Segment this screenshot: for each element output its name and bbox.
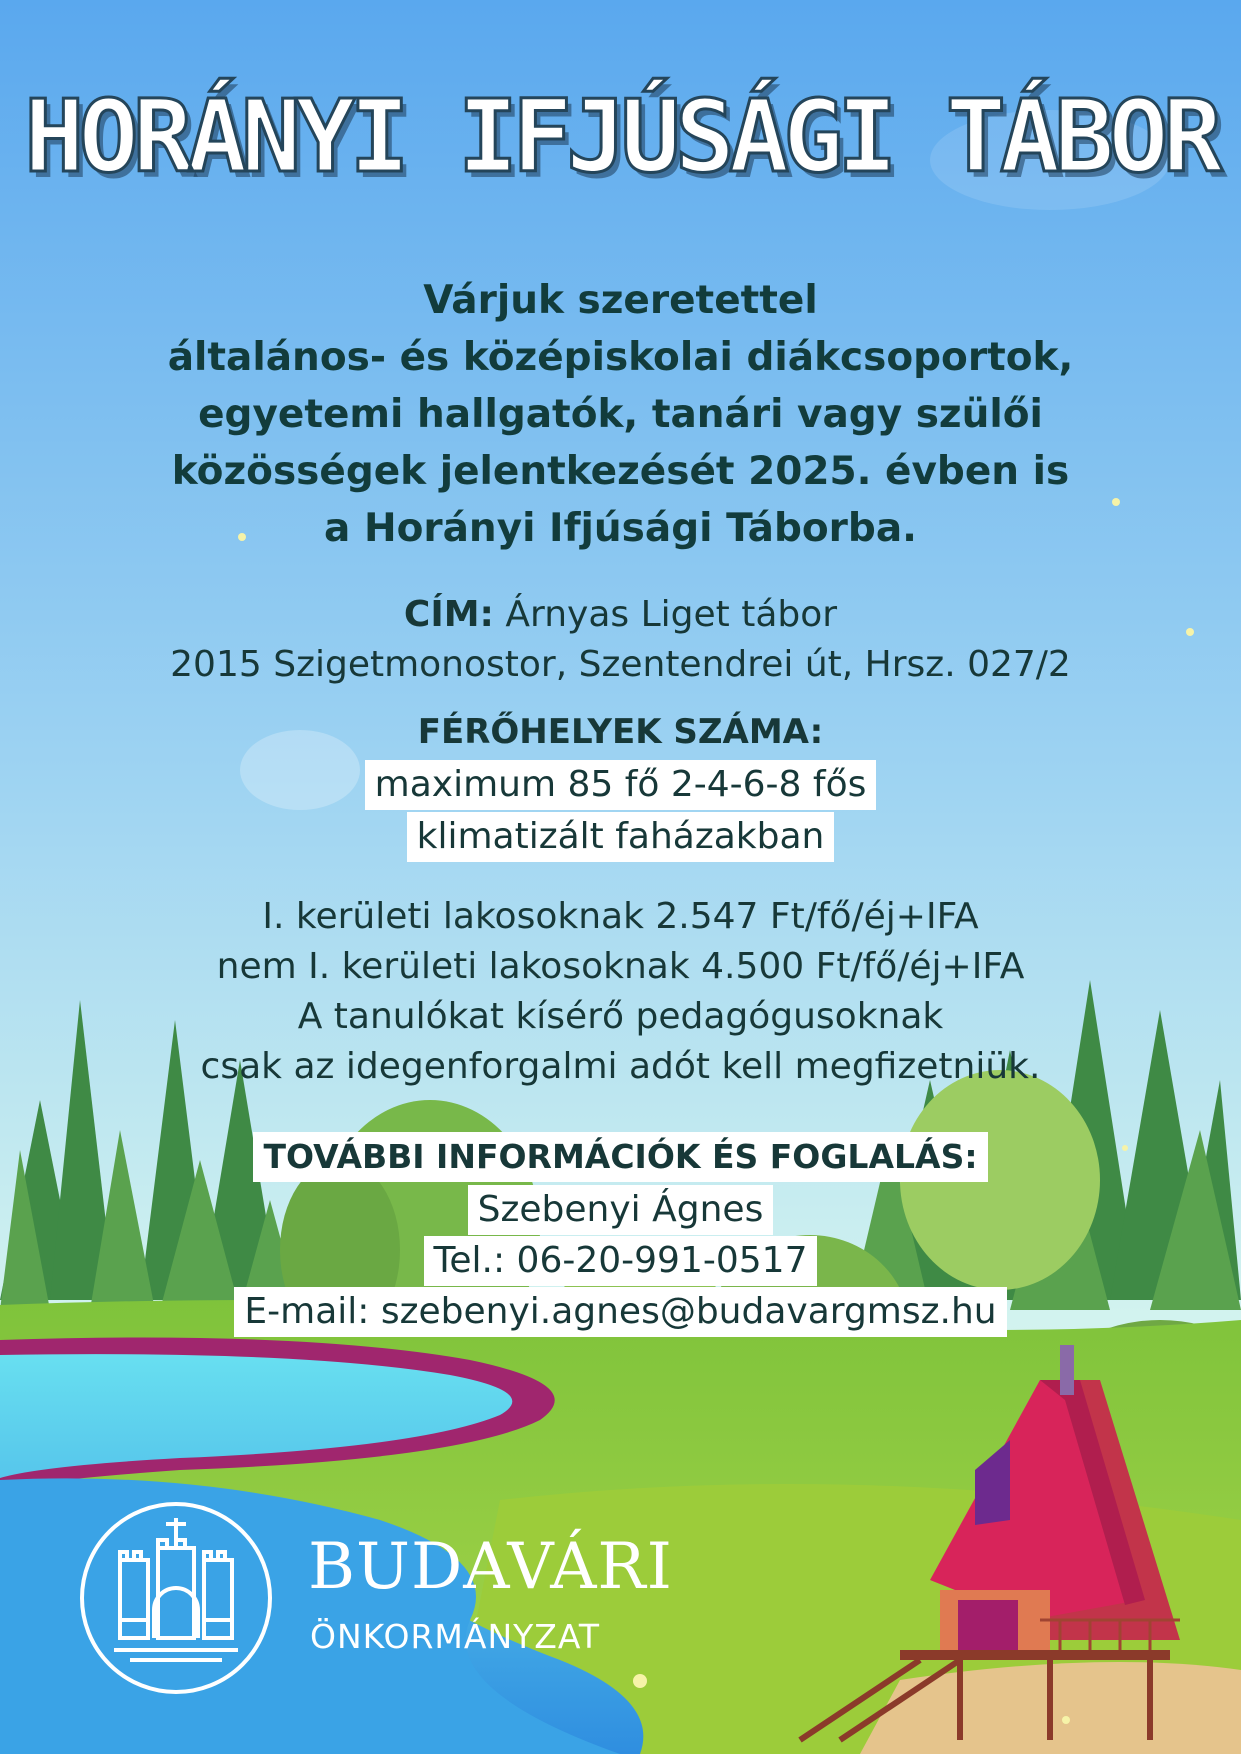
capacity-line: klimatizált faházakban (407, 812, 835, 862)
castle-crest-icon (78, 1500, 274, 1696)
price-line: nem I. kerületi lakosoknak 4.500 Ft/fő/éj+IFA (216, 946, 1025, 987)
price-line: csak az idegenforgalmi adót kell megfizetniük. (200, 1046, 1041, 1087)
intro-line: közösségek jelentkezését 2025. évben is (171, 449, 1070, 494)
address-label: CÍM: (403, 594, 494, 635)
poster-title: HORÁNYI IFJÚSÁGI TÁBOR (24, 78, 1217, 195)
intro-line: a Horányi Ifjúsági Táborba. (324, 506, 917, 551)
contact-phone[interactable]: Tel.: 06-20-991-0517 (424, 1236, 818, 1286)
intro-line: Várjuk szeretettel (423, 278, 818, 323)
intro-line: általános- és középiskolai diákcsoportok, (167, 335, 1074, 380)
price-block (40, 892, 1201, 1092)
address-block (60, 590, 1181, 690)
capacity-label: FÉRŐHELYEK SZÁMA: (417, 712, 824, 752)
contact-label: TOVÁBBI INFORMÁCIÓK ÉS FOGLALÁS: (253, 1132, 987, 1182)
price-line: A tanulókat kísérő pedagógusoknak (297, 996, 944, 1037)
contact-email[interactable]: E-mail: szebenyi.agnes@budavargmsz.hu (234, 1287, 1006, 1337)
capacity-line: maximum 85 fő 2-4-6-8 fős (365, 760, 877, 810)
price-line: I. kerületi lakosoknak 2.547 Ft/fő/éj+IFA (262, 896, 979, 937)
address-name: Árnyas Liget tábor (505, 594, 838, 635)
logo-subtitle: ÖNKORMÁNYZAT (310, 1617, 601, 1656)
logo-name: BUDAVÁRI (308, 1530, 673, 1604)
intro-text (60, 272, 1181, 557)
intro-line: egyetemi hallgatók, tanári vagy szülői (198, 392, 1043, 437)
contact-name: Szebenyi Ágnes (468, 1185, 774, 1235)
address-street: 2015 Szigetmonostor, Szentendrei út, Hrsz. 027/2 (170, 644, 1071, 685)
